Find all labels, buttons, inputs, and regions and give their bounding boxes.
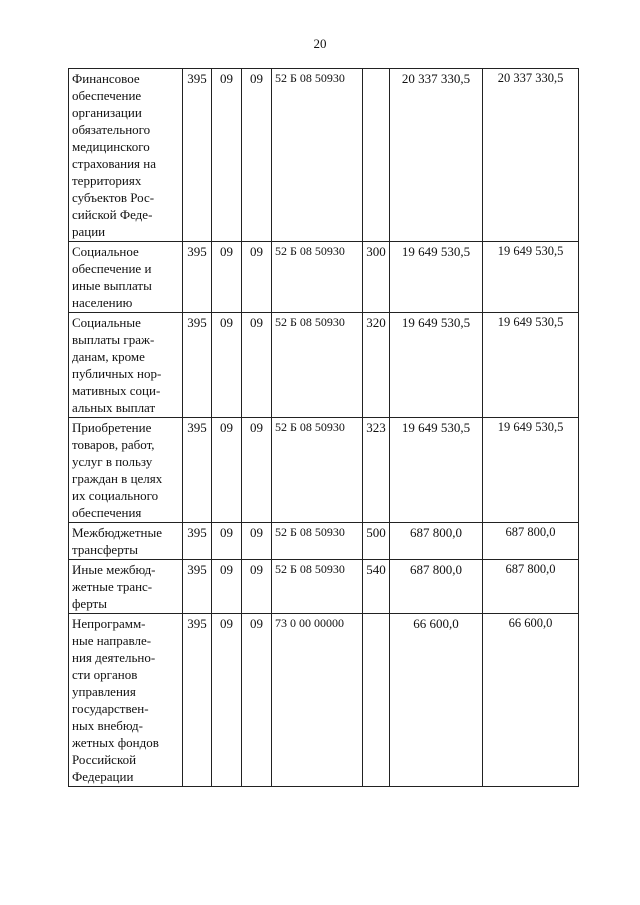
expense-name-line: обязательного <box>72 122 151 137</box>
target-article-cell: 73 0 00 00000 <box>272 614 363 787</box>
target-article-cell: 52 Б 08 50930 <box>272 418 363 523</box>
expense-name-line: трансферты <box>72 542 138 557</box>
section-cell: 09 <box>212 560 242 614</box>
grbs-cell: 395 <box>183 614 212 787</box>
expense-type-cell <box>363 614 390 787</box>
target-article-cell: 52 Б 08 50930 <box>272 560 363 614</box>
expense-name-line: медицинского <box>72 139 150 154</box>
subsection-cell: 09 <box>242 313 272 418</box>
expense-name-cell <box>69 69 183 242</box>
target-article-cell: 52 Б 08 50930 <box>272 242 363 313</box>
amount-cell-2: 19 649 530,5 <box>483 418 579 523</box>
target-article-cell: 52 Б 08 50930 <box>272 69 363 242</box>
table-row <box>69 560 579 614</box>
expense-name-line: Российской <box>72 752 137 767</box>
amount-cell-1: 687 800,0 <box>390 523 483 560</box>
page-number: 20 <box>313 36 327 51</box>
expense-name-line: субъектов Рос- <box>72 190 155 205</box>
expense-name-line: населению <box>72 295 133 310</box>
amount-cell-1: 687 800,0 <box>390 560 483 614</box>
expense-type-cell <box>363 69 390 242</box>
amount-cell-2: 687 800,0 <box>483 523 579 560</box>
amount-cell-2: 19 649 530,5 <box>483 313 579 418</box>
table-row <box>69 69 579 242</box>
expense-name-line: обеспечения <box>72 505 142 520</box>
expense-name-cell <box>69 242 183 313</box>
grbs-cell: 395 <box>183 523 212 560</box>
expense-name-cell <box>69 614 183 787</box>
expense-name-line: ния деятельно- <box>72 650 156 665</box>
expense-name-cell <box>69 313 183 418</box>
table-row <box>69 614 579 787</box>
subsection-cell: 09 <box>242 523 272 560</box>
expense-name-line: рации <box>72 224 106 239</box>
table-row <box>69 418 579 523</box>
expense-name-line: организации <box>72 105 142 120</box>
expense-name-line: жетные транс- <box>72 579 153 594</box>
grbs-cell: 395 <box>183 242 212 313</box>
expense-name-line: Межбюджетные <box>72 525 162 540</box>
expense-name-line: мативных соци- <box>72 383 161 398</box>
expense-name-line: выплаты граж- <box>72 332 155 347</box>
table-row <box>69 313 579 418</box>
expense-type-cell: 320 <box>363 313 390 418</box>
expense-name-line: граждан в целях <box>72 471 163 486</box>
amount-cell-1: 19 649 530,5 <box>390 313 483 418</box>
subsection-cell: 09 <box>242 560 272 614</box>
grbs-cell: 395 <box>183 313 212 418</box>
expense-name-line: иные выплаты <box>72 278 152 293</box>
expense-name-line: товаров, работ, <box>72 437 155 452</box>
expense-name-line: сти органов <box>72 667 138 682</box>
amount-cell-1: 66 600,0 <box>390 614 483 787</box>
expense-name-line: Федерации <box>72 769 134 784</box>
amount-cell-1: 20 337 330,5 <box>390 69 483 242</box>
subsection-cell: 09 <box>242 418 272 523</box>
section-cell: 09 <box>212 614 242 787</box>
grbs-cell: 395 <box>183 560 212 614</box>
expense-name-line: страхования на <box>72 156 156 171</box>
section-cell: 09 <box>212 69 242 242</box>
section-cell: 09 <box>212 523 242 560</box>
expense-name-line: Иные межбюд- <box>72 562 156 577</box>
amount-cell-2: 20 337 330,5 <box>483 69 579 242</box>
expense-name-line: Непрограмм- <box>72 616 146 631</box>
section-cell: 09 <box>212 313 242 418</box>
target-article-cell: 52 Б 08 50930 <box>272 523 363 560</box>
table-body <box>69 69 579 787</box>
grbs-cell: 395 <box>183 69 212 242</box>
expense-name-line: Социальное <box>72 244 139 259</box>
target-article-cell: 52 Б 08 50930 <box>272 313 363 418</box>
expense-name-line: публичных нор- <box>72 366 162 381</box>
amount-cell-1: 19 649 530,5 <box>390 418 483 523</box>
amount-cell-1: 19 649 530,5 <box>390 242 483 313</box>
expense-type-cell: 323 <box>363 418 390 523</box>
expense-type-cell: 540 <box>363 560 390 614</box>
budget-table <box>68 68 579 787</box>
table-row <box>69 523 579 560</box>
subsection-cell: 09 <box>242 242 272 313</box>
subsection-cell: 09 <box>242 614 272 787</box>
expense-name-line: обеспечение <box>72 88 142 103</box>
expense-name-cell <box>69 560 183 614</box>
expense-name-line: ных внебюд- <box>72 718 143 733</box>
section-cell: 09 <box>212 242 242 313</box>
amount-cell-2: 19 649 530,5 <box>483 242 579 313</box>
amount-cell-2: 687 800,0 <box>483 560 579 614</box>
expense-name-line: Социальные <box>72 315 141 330</box>
grbs-cell: 395 <box>183 418 212 523</box>
expense-type-cell: 500 <box>363 523 390 560</box>
expense-type-cell: 300 <box>363 242 390 313</box>
expense-name-cell <box>69 523 183 560</box>
expense-name-line: Финансовое <box>72 71 140 86</box>
expense-name-line: альных выплат <box>72 400 156 415</box>
expense-name-line: данам, кроме <box>72 349 145 364</box>
expense-name-line: Приобретение <box>72 420 152 435</box>
expense-name-line: сийской Феде- <box>72 207 153 222</box>
expense-name-line: ные направле- <box>72 633 152 648</box>
expense-name-line: ферты <box>72 596 107 611</box>
expense-name-line: жетных фондов <box>72 735 159 750</box>
expense-name-line: услуг в пользу <box>72 454 153 469</box>
section-cell: 09 <box>212 418 242 523</box>
expense-name-line: их социального <box>72 488 159 503</box>
expense-name-line: обеспечение и <box>72 261 152 276</box>
expense-name-cell <box>69 418 183 523</box>
subsection-cell: 09 <box>242 69 272 242</box>
expense-name-line: территориях <box>72 173 142 188</box>
expense-name-line: управления <box>72 684 136 699</box>
expense-name-line: государствен- <box>72 701 149 716</box>
amount-cell-2: 66 600,0 <box>483 614 579 787</box>
table-row <box>69 242 579 313</box>
